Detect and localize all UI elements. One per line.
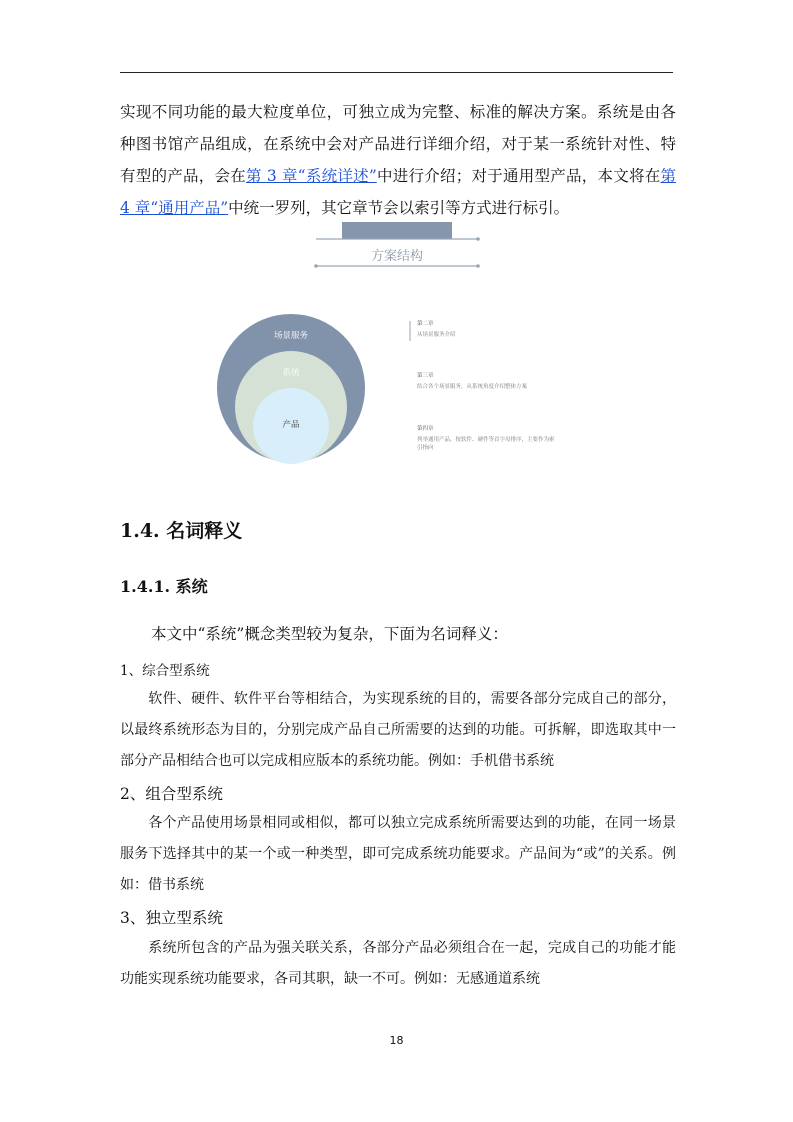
note-2-text: 结合各个场景服务，从系统角度介绍整体方案 bbox=[417, 384, 528, 390]
intro-text-1: 实现不同功能的最大粒度单位，可独立成为完整、标准的解决方案。系统是由各种图书馆产品组成，在系统中会对产品进行详细介绍，对于某一系统针对性、特有型的产品，会在 bbox=[120, 103, 676, 185]
diagram-bottom-rule-end bbox=[476, 264, 480, 268]
note-2-heading: 第三章 bbox=[417, 373, 434, 379]
intro-text-2: 中进行介绍；对于通用型产品，本文将在 bbox=[376, 167, 661, 185]
diagram-bottom-rule-start bbox=[314, 264, 318, 268]
item-2-body-text: 各个产品使用场景相同或相似，都可以独立完成系统所需要达到的功能，在同一场景服务下选择其中的某一个或一种类型，即可完成系统功能要求。产品间为“或”的关系。例如：借书系统 bbox=[120, 815, 676, 893]
chapter-3-link[interactable]: 第 3 章“系统详述” bbox=[245, 167, 377, 185]
item-2-title: 2、组合型系统 bbox=[120, 785, 223, 803]
item-1-title: 1、综合型系统 bbox=[120, 663, 210, 679]
item-2-body bbox=[120, 808, 676, 901]
note-1-text: 从场景服务介绍 bbox=[417, 332, 456, 338]
diagram-title-bar bbox=[342, 222, 452, 239]
item-3-body bbox=[120, 933, 676, 995]
page-number: 18 bbox=[389, 1034, 404, 1047]
section-heading-1-4: 1.4. 名词释义 bbox=[120, 520, 243, 542]
label-system: 系统 bbox=[282, 368, 300, 378]
label-product: 产品 bbox=[282, 420, 300, 430]
solution-structure-diagram bbox=[0, 0, 793, 500]
chapter-4-link[interactable]: 第 4 章“通用产品” bbox=[120, 167, 676, 217]
diagram-title: 方案结构 bbox=[370, 249, 424, 264]
note-3-text-line1: 列举通用产品，按软件、硬件等首字母排序，主要作为索 bbox=[417, 437, 555, 443]
diagram-top-rule-end bbox=[476, 237, 480, 241]
item-1-body-text: 软件、硬件、软件平台等相结合，为实现系统的目的，需要各部分完成自己的部分，以最终系统形态为目的，分别完成产品自己所需要的达到的功能。可拆解，即选取其中一部分产品相结合也可以完成相应版本的系统功能。例如：手机借书系统 bbox=[120, 691, 676, 769]
item-3-title: 3、独立型系统 bbox=[120, 909, 223, 927]
label-scenario-services: 场景服务 bbox=[273, 331, 309, 341]
section-heading-1-4-1: 1.4.1. 系统 bbox=[120, 577, 208, 596]
item-1-body bbox=[120, 684, 676, 777]
item-3-body-text: 系统所包含的产品为强关联关系，各部分产品必须组合在一起，完成自己的功能才能功能实现系统功能要求，各司其职，缺一不可。例如：无感通道系统 bbox=[120, 940, 676, 987]
note-1-heading: 第二章 bbox=[417, 321, 434, 327]
note-3-heading: 第四章 bbox=[417, 426, 434, 432]
note-3-text-line2: 引指向 bbox=[417, 445, 434, 451]
lead-paragraph: 本文中“系统”概念类型较为复杂，下面为名词释义： bbox=[151, 625, 508, 643]
intro-text-3: 中统一罗列，其它章节会以索引等方式进行标引。 bbox=[228, 199, 570, 217]
